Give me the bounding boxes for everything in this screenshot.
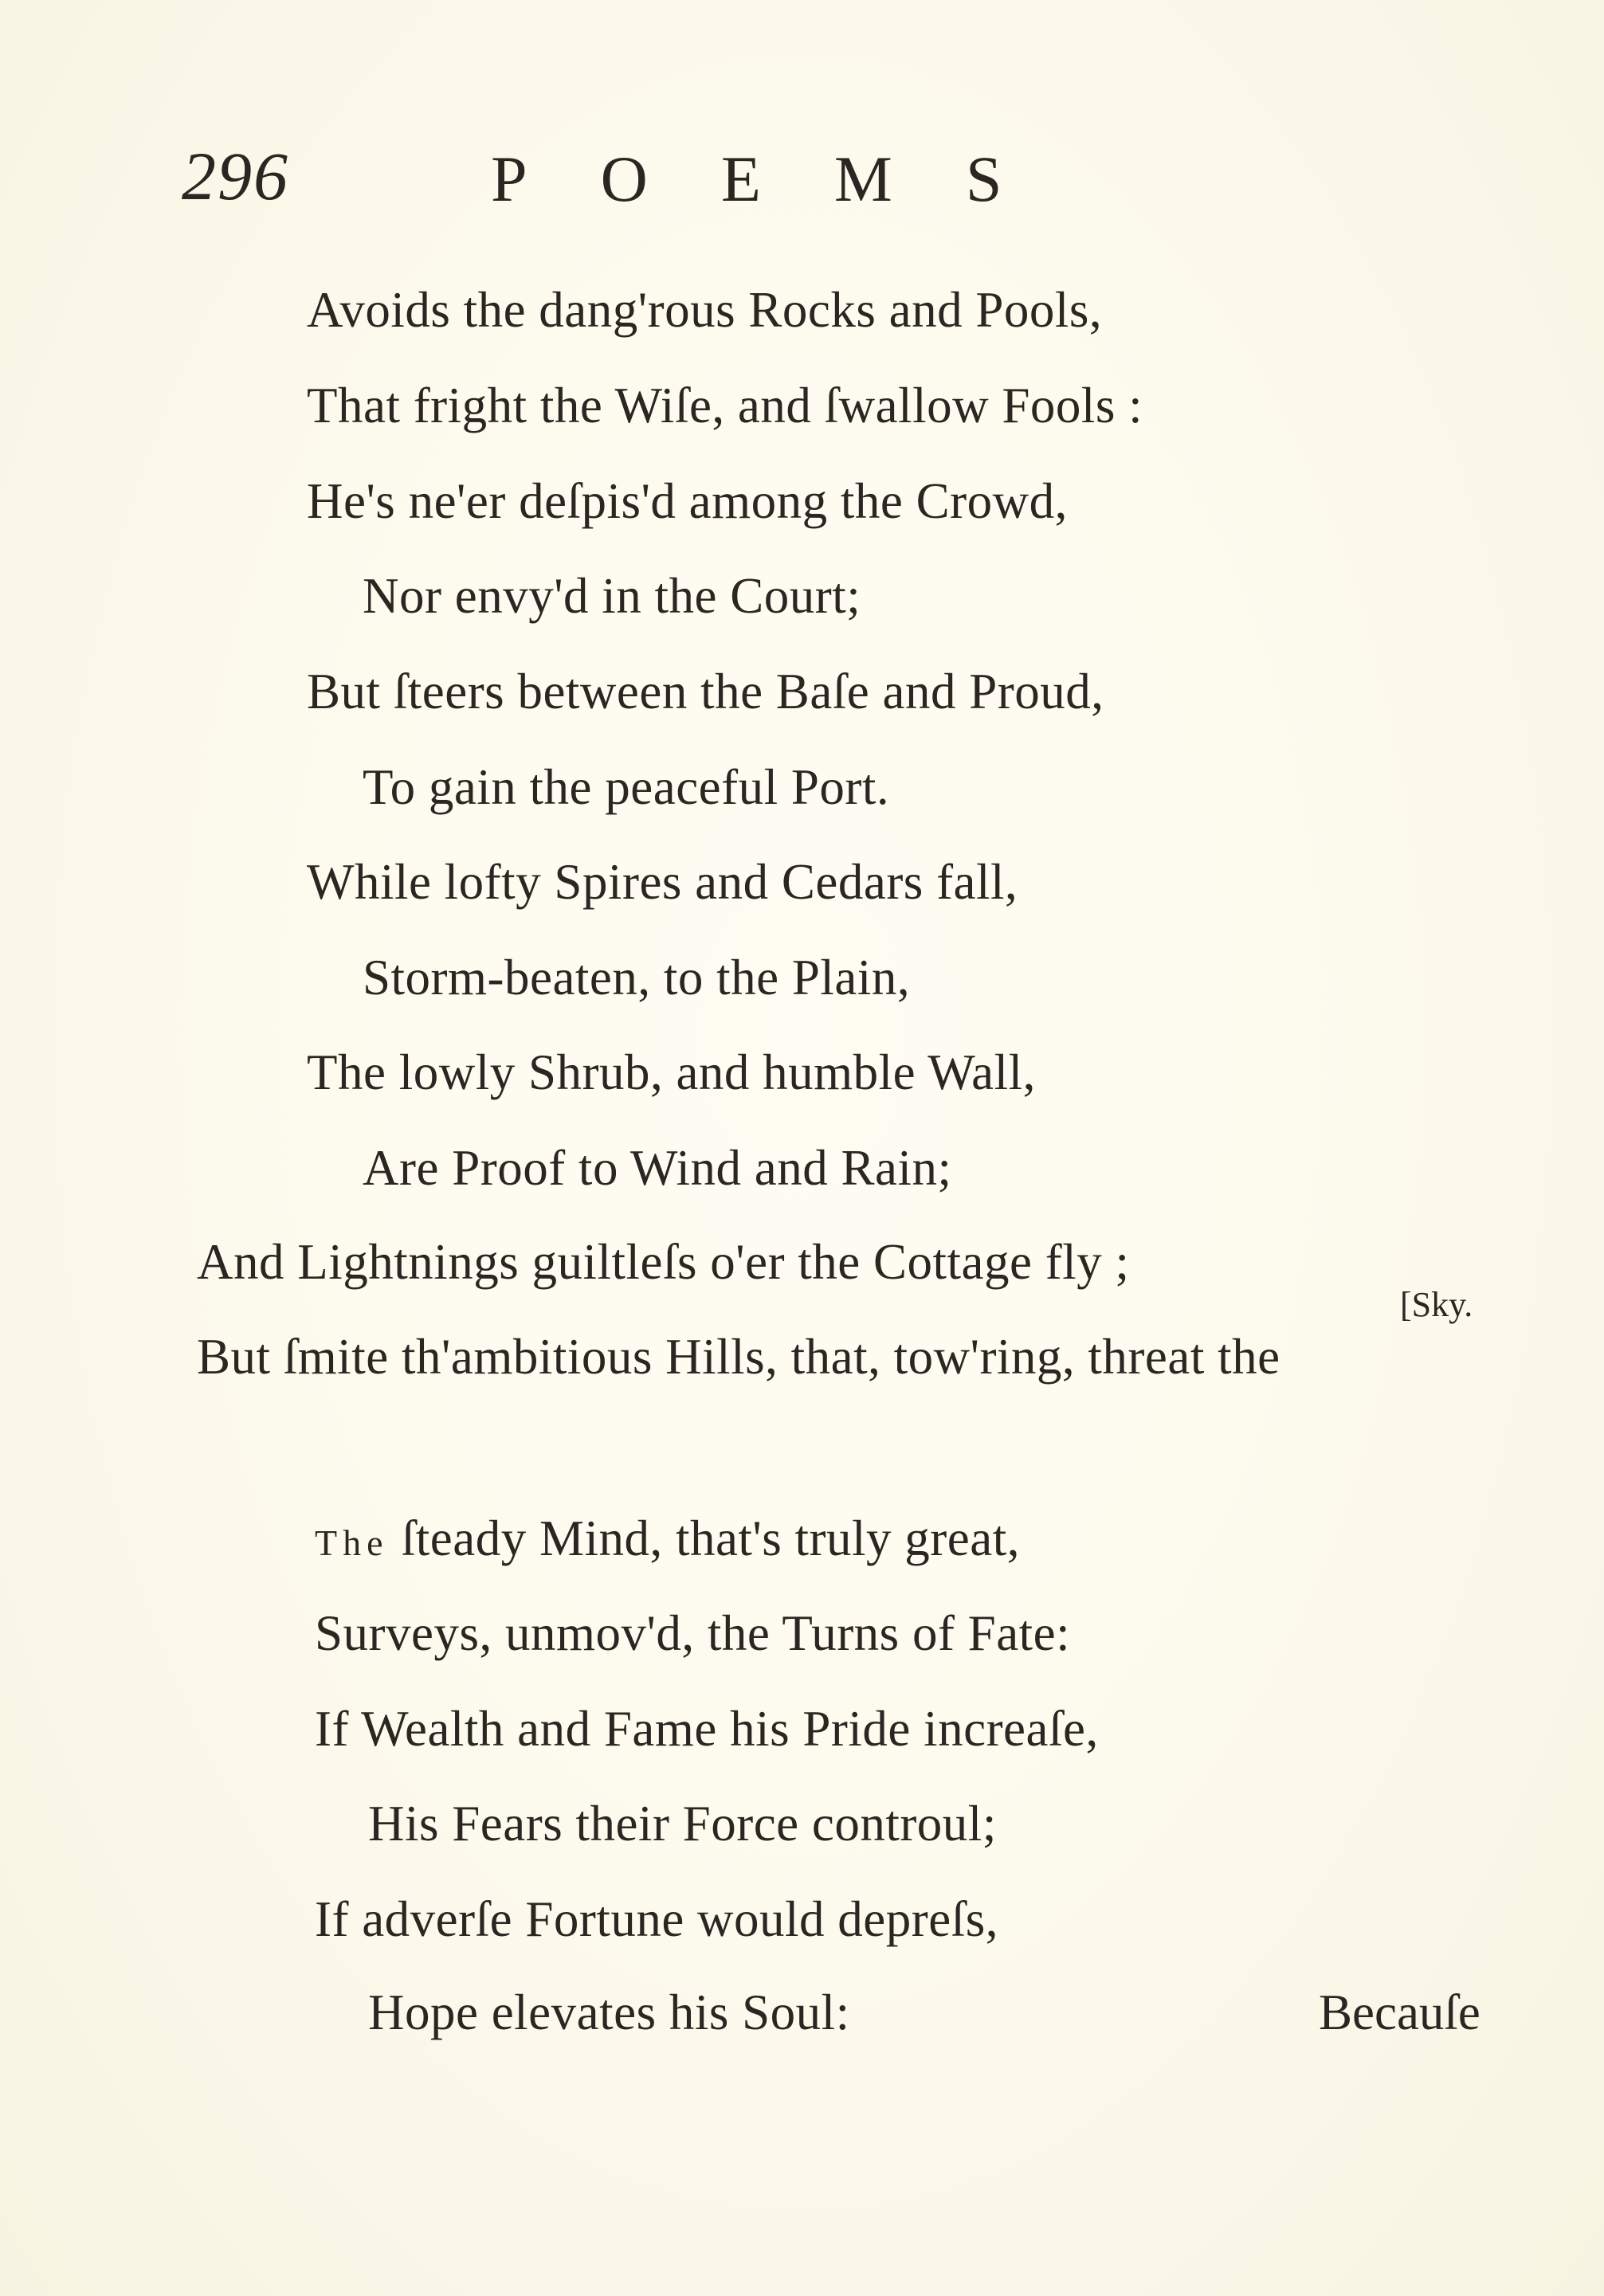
poem-line: To gain the peaceful Port. (363, 759, 890, 815)
poem-line: That fright the Wiſe, and ſwallow Fools : (307, 378, 1143, 433)
poem-line: Avoids the dang'rous Rocks and Pools, (307, 282, 1103, 338)
poem-line: And Lightnings guiltleſs o'er the Cottage fly ; (197, 1234, 1130, 1290)
poem-line: But ſteers between the Baſe and Proud, (307, 664, 1104, 719)
poem-line-first (315, 1510, 1020, 1566)
turnover-word: [Sky. (1400, 1285, 1473, 1324)
page-number: 296 (182, 138, 289, 214)
poem-line: The lowly Shrub, and humble Wall, (307, 1044, 1036, 1100)
poem-line: But ſmite th'ambitious Hills, that, tow'ring, threat the (197, 1329, 1280, 1385)
stanza-initial: The (315, 1522, 389, 1563)
poem-line: Surveys, unmov'd, the Turns of Fate: (315, 1605, 1071, 1661)
first-line-text: ſteady Mind, that's truly great, (388, 1510, 1020, 1566)
poem-line: He's ne'er deſpis'd among the Crowd, (307, 473, 1068, 529)
poem-line: While lofty Spires and Cedars fall, (307, 854, 1018, 910)
poem-line: Are Proof to Wind and Rain; (363, 1140, 952, 1196)
poem-line: If Wealth and Fame his Pride increaſe, (315, 1701, 1099, 1757)
poem-line: Storm-beaten, to the Plain, (363, 950, 911, 1005)
poem-line: Nor envy'd in the Court; (363, 568, 861, 624)
catchword: Becauſe (1319, 1985, 1480, 2040)
poem-line: Hope elevates his Soul: (368, 1985, 850, 2040)
poem-line: If adverſe Fortune would depreſs, (315, 1891, 998, 1947)
poem-line: His Fears their Force controul; (368, 1796, 997, 1851)
running-title: POEMS (491, 143, 1076, 215)
